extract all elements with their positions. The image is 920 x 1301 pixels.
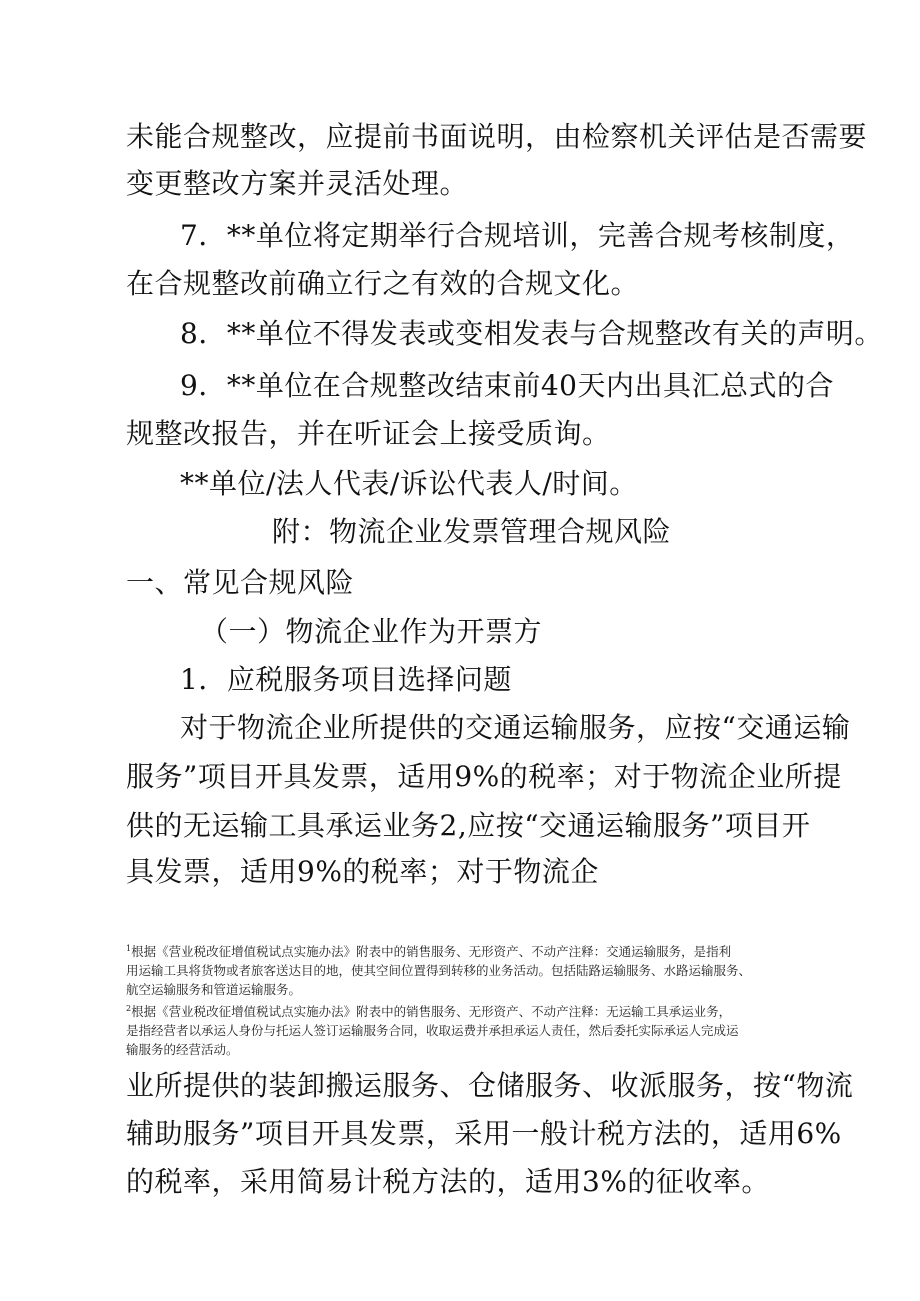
paragraph-line: 业所提供的装卸搬运服务、仓储服务、收派服务，按“物流 [126, 1069, 854, 1102]
footnote-2-line: 是指经营者以承运人身份与托运人签订运输服务合同，收取运费并承担承运人责任，然后委托实际承运人完成运 [126, 1023, 739, 1038]
paragraph-line: 未能合规整改，应提前书面说明，由检察机关评估是否需要 [126, 120, 868, 153]
item-8-line: 8．**单位不得发表或变相发表与合规整改有关的声明。 [180, 317, 883, 350]
item-9-line: 规整改报告，并在听证会上接受质询。 [126, 417, 611, 450]
footnote-1-line: 航空运输服务和管道运输服务。 [126, 982, 302, 997]
paragraph-line: 供的无运输工具承运业务2,应按“交通运输服务”项目开 [126, 809, 811, 842]
item-heading: 1．应税服务项目选择问题 [180, 663, 512, 696]
subsection-heading: （一）物流企业作为开票方 [200, 615, 543, 648]
paragraph-line: 对于物流企业所提供的交通运输服务，应按“交通运输 [180, 711, 851, 744]
paragraph-line: 的税率，采用简易计税方法的，适用3%的征收率。 [126, 1165, 770, 1198]
footnote-1-line: 用运输工具将货物或者旅客送达目的地，使其空间位置得到转移的业务活动。包括陆路运输服务、水路运输服务、 [126, 963, 752, 978]
item-7-line: 7．**单位将定期举行合规培训，完善合规考核制度， [180, 219, 855, 252]
footnote-2-line: $^2$根据《营业税改征增值税试点实施办法》附表中的销售服务、无形资产、不动产注释：无运输工具承运业务， [126, 1003, 732, 1019]
footnote-1-line: $^1$根据《营业税改征增值税试点实施办法》附表中的销售服务、无形资产、不动产注释：交通运输服务，是指利 [126, 943, 732, 959]
paragraph-line: 辅助服务”项目开具发票，采用一般计税方法的，适用6% [126, 1117, 842, 1150]
item-9-line: 9．**单位在合规整改结束前40天内出具汇总式的合 [180, 369, 834, 402]
paragraph-line: 服务”项目开具发票，适用9%的税率；对于物流企业所提 [126, 760, 842, 793]
footnote-marker: 2 [126, 1003, 132, 1013]
footnote-marker: 1 [126, 943, 132, 953]
item-7-line: 在合规整改前确立行之有效的合规文化。 [126, 267, 640, 300]
signature-line: **单位/法人代表/诉讼代表人/时间。 [180, 467, 638, 500]
footnote-2-line: 输服务的经营活动。 [126, 1042, 239, 1057]
paragraph-line: 具发票，适用9%的税率；对于物流企 [126, 855, 599, 888]
paragraph-line: 变更整改方案并灵活处理。 [126, 167, 469, 200]
section-heading: 一、常见合规风险 [126, 566, 355, 599]
appendix-title: 附：物流企业发票管理合规风险 [272, 515, 672, 548]
